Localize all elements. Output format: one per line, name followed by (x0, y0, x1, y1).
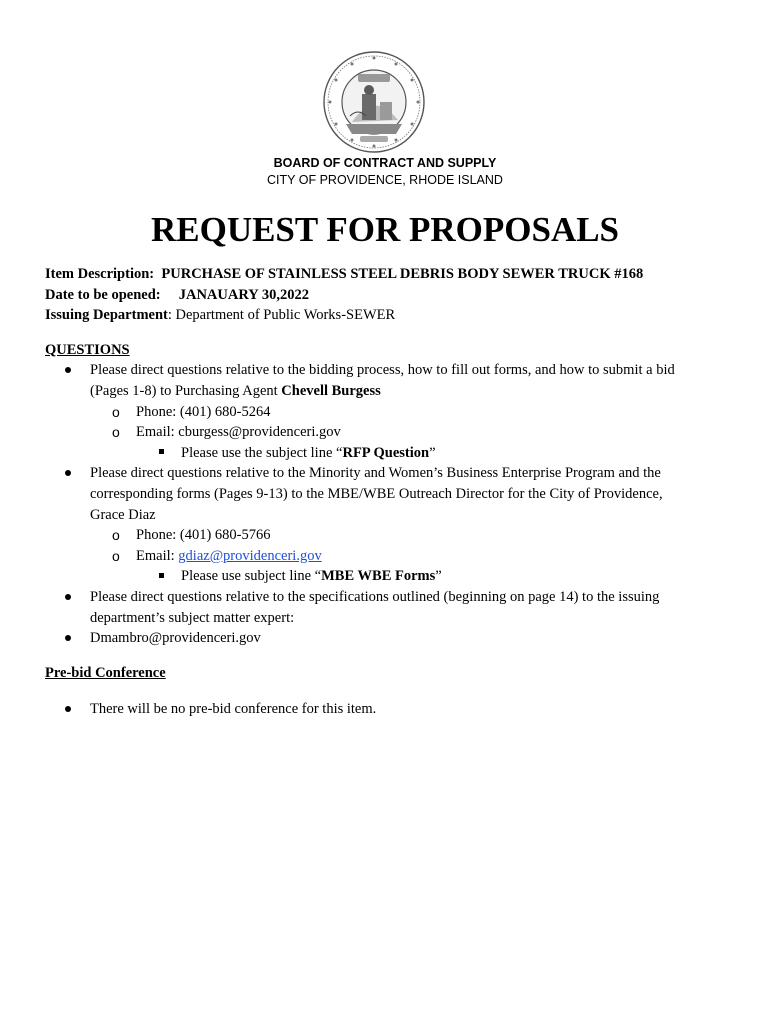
subject-suffix: ” (435, 568, 442, 585)
department-value: : Department of Public Works-SEWER (167, 307, 396, 324)
question3-line2: department’s subject matter expert: (90, 609, 295, 626)
mbe-subject-line (181, 566, 735, 587)
square-bullet-icon (159, 566, 164, 587)
issuing-department (45, 305, 735, 326)
question1-line2 (90, 381, 735, 402)
department-label: Issuing Department (45, 307, 168, 324)
sub-bullet-icon: o (112, 424, 120, 441)
bullet-icon (65, 699, 71, 720)
outreach-email (136, 546, 735, 567)
list-item-specifications (45, 587, 735, 628)
bullet-icon (65, 360, 71, 381)
sub-bullet-icon: o (112, 403, 120, 420)
question2-line2: corresponding forms (Pages 9-13) to the MBE/WBE Outreach Director for the City of Providence, (90, 485, 663, 502)
item-description (45, 264, 735, 285)
bullet-icon (65, 463, 71, 484)
bullet-icon (65, 628, 71, 649)
rfp-subject-line (181, 443, 735, 464)
date-to-be-opened (45, 285, 735, 306)
purchasing-email: Email: cburgess@providenceri.gov (136, 424, 341, 441)
subject-prefix: Please use the subject line “ (181, 444, 343, 461)
subject-suffix: ” (429, 444, 436, 461)
list-item-mbe-wbe (45, 463, 735, 525)
outreach-email-link[interactable]: gdiaz@providenceri.gov (178, 547, 322, 564)
document-body (45, 264, 735, 720)
board-name: BOARD OF CONTRACT AND SUPPLY (273, 156, 497, 170)
prebid-heading: Pre-bid Conference (45, 664, 166, 681)
city-name: CITY OF PROVIDENCE, RHODE ISLAND (267, 173, 503, 187)
question1-line2-text: (Pages 1-8) to Purchasing Agent (90, 382, 282, 399)
question3-line1: Please direct questions relative to the specifications outlined (beginning on page 14) to the issuing (90, 588, 660, 605)
sub-bullet-icon: o (112, 527, 120, 544)
date-value: JANAUARY 30,2022 (178, 286, 309, 303)
list-item-prebid (45, 699, 735, 720)
subject-keyword: RFP Question (342, 444, 430, 461)
list-item-bidding-process (45, 360, 735, 401)
subject-prefix: Please use subject line “ (181, 568, 322, 585)
list-subsubitem-subject (45, 566, 735, 587)
questions-heading: QUESTIONS (45, 341, 130, 358)
list-subitem-phone (45, 525, 735, 546)
question2-line1: Please direct questions relative to the Minority and Women’s Business Enterprise Program and the (90, 465, 661, 482)
subject-keyword: MBE WBE Forms (321, 568, 436, 585)
sub-bullet-icon: o (112, 547, 120, 564)
item-description-label: Item Description: (45, 266, 155, 282)
question2-line3: Grace Diaz (90, 506, 156, 523)
purchasing-agent-name: Chevell Burgess (281, 382, 381, 399)
date-label: Date to be opened: (45, 286, 161, 303)
list-subitem-email (45, 422, 735, 443)
item-description-value: PURCHASE OF STAINLESS STEEL DEBRIS BODY SEWER TRUCK #168 (161, 266, 644, 282)
page-title: REQUEST FOR PROPOSALS (150, 210, 620, 249)
email-label: Email: (136, 547, 179, 564)
square-bullet-icon (159, 443, 164, 464)
list-subitem-phone (45, 402, 735, 423)
city-of-providence-seal-icon (322, 50, 426, 154)
bullet-icon (65, 587, 71, 608)
list-subitem-email (45, 546, 735, 567)
question1-line1: Please direct questions relative to the bidding process, how to fill out forms, and how to submit a bid (90, 362, 675, 379)
prebid-note: There will be no pre-bid conference for this item. (90, 701, 377, 718)
list-item-expert-email (45, 628, 735, 649)
list-subsubitem-subject (45, 443, 735, 464)
purchasing-phone: Phone: (401) 680-5264 (136, 403, 271, 420)
outreach-phone: Phone: (401) 680-5766 (136, 527, 271, 544)
expert-email: Dmambro@providenceri.gov (90, 630, 261, 647)
